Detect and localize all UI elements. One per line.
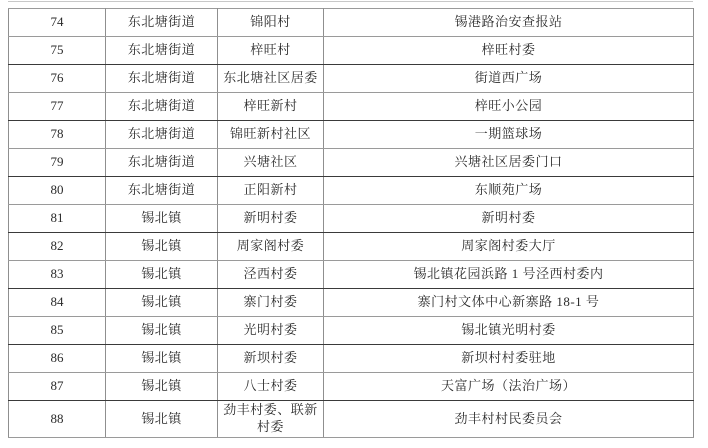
row-number-cell: 78 — [9, 121, 106, 149]
table-row — [9, 317, 694, 345]
street-cell: 东北塘街道 — [106, 93, 218, 121]
street-cell: 东北塘街道 — [106, 37, 218, 65]
table-row — [9, 121, 694, 149]
village-cell: 正阳新村 — [218, 177, 324, 205]
location-cell: 周家阁村委大厅 — [324, 233, 694, 261]
row-number-cell: 75 — [9, 37, 106, 65]
table-row — [9, 373, 694, 401]
location-cell: 劲丰村村民委员会 — [324, 401, 694, 438]
location-cell: 兴塘社区居委门口 — [324, 149, 694, 177]
location-cell: 东顺苑广场 — [324, 177, 694, 205]
table-row — [9, 9, 694, 37]
table-row — [9, 177, 694, 205]
village-cell: 寨门村委 — [218, 289, 324, 317]
row-number-cell: 74 — [9, 9, 106, 37]
location-cell: 新明村委 — [324, 205, 694, 233]
location-cell: 一期篮球场 — [324, 121, 694, 149]
street-cell: 锡北镇 — [106, 261, 218, 289]
street-cell: 锡北镇 — [106, 205, 218, 233]
village-cell: 新明村委 — [218, 205, 324, 233]
location-cell: 天富广场（法治广场） — [324, 373, 694, 401]
street-cell: 锡北镇 — [106, 345, 218, 373]
row-number-cell: 82 — [9, 233, 106, 261]
row-number-cell: 87 — [9, 373, 106, 401]
street-cell: 东北塘街道 — [106, 177, 218, 205]
previous-row-edge — [8, 1, 693, 2]
street-cell: 锡北镇 — [106, 289, 218, 317]
row-number-cell: 85 — [9, 317, 106, 345]
row-number-cell: 83 — [9, 261, 106, 289]
row-number-cell: 84 — [9, 289, 106, 317]
village-cell: 兴塘社区 — [218, 149, 324, 177]
location-cell: 梓旺小公园 — [324, 93, 694, 121]
table-row — [9, 93, 694, 121]
table-row — [9, 261, 694, 289]
location-cell: 锡港路治安查报站 — [324, 9, 694, 37]
location-cell: 锡北镇光明村委 — [324, 317, 694, 345]
street-cell: 东北塘街道 — [106, 9, 218, 37]
table-row — [9, 65, 694, 93]
street-cell: 锡北镇 — [106, 317, 218, 345]
row-number-cell: 86 — [9, 345, 106, 373]
table-row — [9, 37, 694, 65]
street-cell: 锡北镇 — [106, 373, 218, 401]
polling-locations-table — [8, 8, 694, 438]
table-body — [9, 9, 694, 438]
location-cell: 梓旺村委 — [324, 37, 694, 65]
village-cell: 新坝村委 — [218, 345, 324, 373]
location-cell: 街道西广场 — [324, 65, 694, 93]
village-cell: 东北塘社区居委 — [218, 65, 324, 93]
village-cell: 光明村委 — [218, 317, 324, 345]
street-cell: 东北塘街道 — [106, 65, 218, 93]
table-row — [9, 401, 694, 438]
village-cell: 锦阳村 — [218, 9, 324, 37]
village-cell: 劲丰村委、联新村委 — [218, 401, 324, 438]
row-number-cell: 77 — [9, 93, 106, 121]
street-cell: 东北塘街道 — [106, 121, 218, 149]
village-cell: 锦旺新村社区 — [218, 121, 324, 149]
table-row — [9, 289, 694, 317]
row-number-cell: 81 — [9, 205, 106, 233]
village-cell: 八士村委 — [218, 373, 324, 401]
village-cell: 周家阁村委 — [218, 233, 324, 261]
row-number-cell: 79 — [9, 149, 106, 177]
village-cell: 梓旺村 — [218, 37, 324, 65]
table-row — [9, 149, 694, 177]
table-row — [9, 345, 694, 373]
street-cell: 锡北镇 — [106, 233, 218, 261]
street-cell: 东北塘街道 — [106, 149, 218, 177]
table-row — [9, 205, 694, 233]
row-number-cell: 88 — [9, 401, 106, 438]
location-cell: 寨门村文体中心新寨路 18-1 号 — [324, 289, 694, 317]
row-number-cell: 80 — [9, 177, 106, 205]
village-cell: 泾西村委 — [218, 261, 324, 289]
location-cell: 锡北镇花园浜路 1 号泾西村委内 — [324, 261, 694, 289]
street-cell: 锡北镇 — [106, 401, 218, 438]
village-cell: 梓旺新村 — [218, 93, 324, 121]
row-number-cell: 76 — [9, 65, 106, 93]
table-row — [9, 233, 694, 261]
location-cell: 新坝村村委驻地 — [324, 345, 694, 373]
